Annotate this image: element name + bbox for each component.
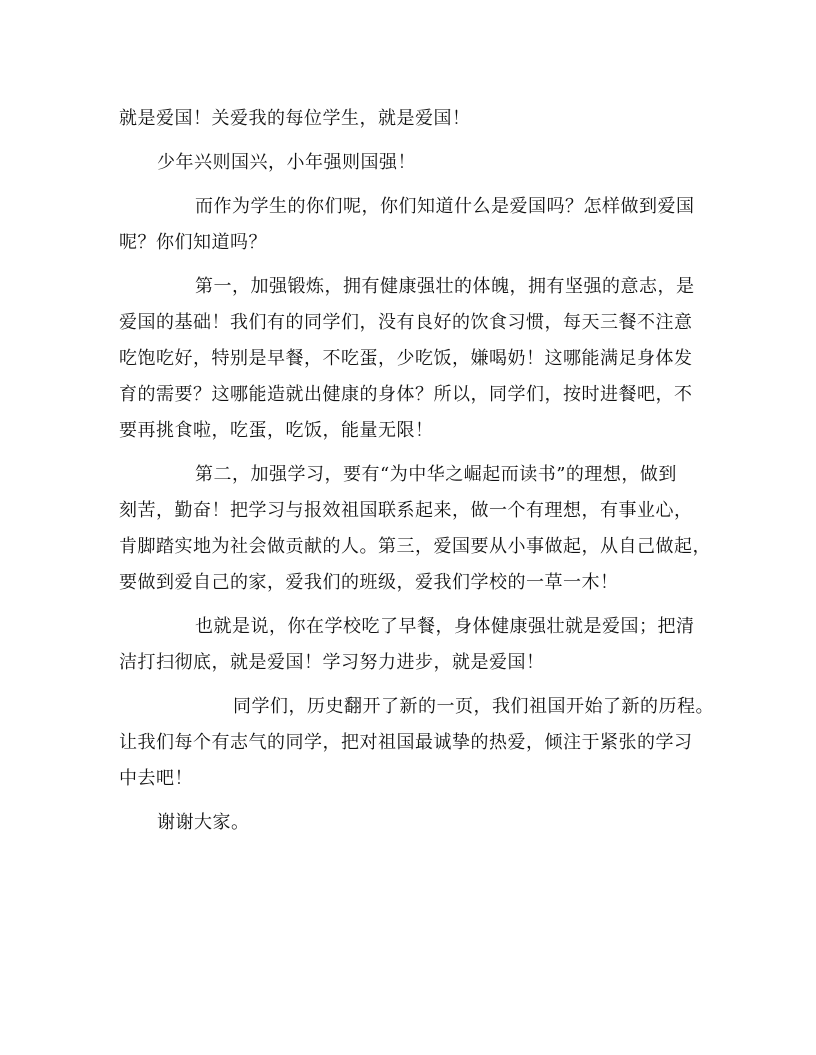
paragraph-7 — [119, 689, 714, 797]
text-line: 要做到爱自己的家，爱我们的班级，爱我们学校的一草一木！ — [119, 572, 619, 593]
text-line: 也就是说，你在学校吃了早餐，身体健康强壮就是爱国；把清 — [195, 616, 695, 637]
paragraph-3 — [119, 189, 699, 261]
text-line: 洁打扫彻底，就是爱国！学习努力进步，就是爱国！ — [119, 652, 545, 673]
paragraph-5 — [119, 457, 711, 601]
text-line: 呢？你们知道吗？ — [119, 232, 267, 253]
text-line: 育的需要？这哪能造就出健康的身体？所以，同学们，按时进餐吧，不 — [119, 384, 693, 405]
text-line: 吃饱吃好，特别是早餐，不吃蛋，少吃饭，嫌喝奶！这哪能满足身体发 — [119, 348, 693, 369]
paragraph-8 — [119, 805, 699, 841]
text-line: 少年兴则国兴，小年强则国强！ — [157, 152, 416, 173]
text-line: 肯脚踏实地为社会做贡献的人。第三，爱国要从小事做起，从自己做起， — [119, 536, 711, 557]
text-line: 同学们，历史翻开了新的一页，我们祖国开始了新的历程。 — [233, 696, 714, 717]
paragraph-6 — [119, 609, 699, 681]
text-line: 中去吧！ — [119, 768, 193, 789]
text-line: 就是爱国！关爱我的每位学生，就是爱国！ — [119, 108, 471, 129]
paragraph-4 — [119, 269, 699, 449]
text-line: 刻苦，勤奋！把学习与报效祖国联系起来，做一个有理想，有事业心， — [119, 500, 693, 521]
text-line: 谢谢大家。 — [157, 812, 250, 833]
document-body — [119, 101, 714, 841]
paragraph-1 — [119, 101, 699, 137]
text-line: 让我们每个有志气的同学，把对祖国最诚挚的热爱，倾注于紧张的学习 — [119, 732, 693, 753]
text-line: 第二，加强学习，要有“为中华之崛起而读书”的理想，做到 — [195, 464, 677, 485]
text-line: 爱国的基础！我们有的同学们，没有良好的饮食习惯，每天三餐不注意 — [119, 312, 693, 333]
text-line: 而作为学生的你们呢，你们知道什么是爱国吗？怎样做到爱国 — [195, 196, 695, 217]
paragraph-2 — [119, 145, 699, 181]
text-line: 要再挑食啦，吃蛋，吃饭，能量无限！ — [119, 420, 434, 441]
text-line: 第一，加强锻炼，拥有健康强壮的体魄，拥有坚强的意志，是 — [195, 276, 695, 297]
